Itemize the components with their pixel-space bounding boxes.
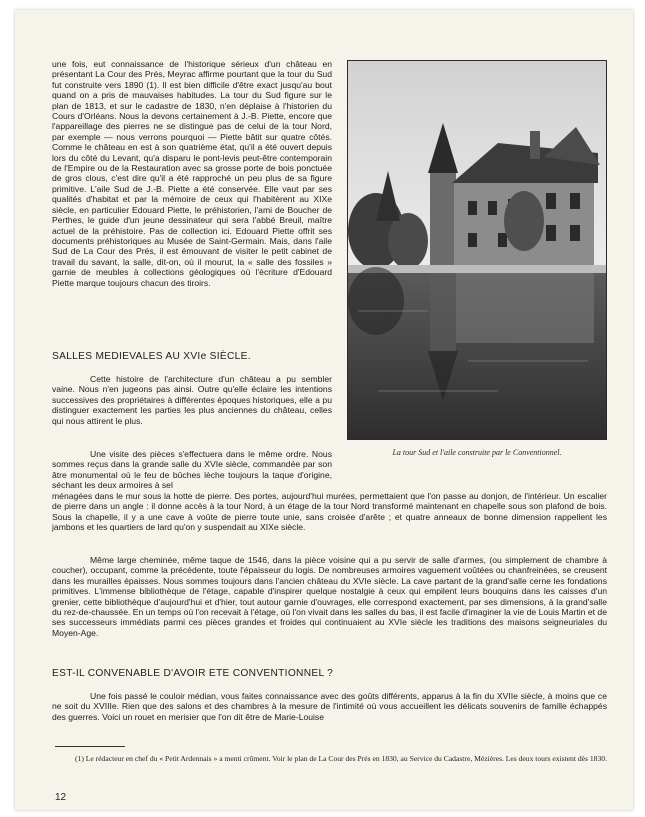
photo-caption: La tour Sud et l'aile construite par le Conventionnel.: [392, 448, 562, 457]
section1-paragraph-2a: Une visite des pièces s'effectuera dans le même ordre. Nous sommes reçus dans la grande salle du XVIe siècle, commandée par son âtre monumental où le feu de bûches lèche toujours la taque d'origine, séchant les deux armoires à sel: [52, 449, 332, 491]
section1-paragraph-1: Cette histoire de l'architecture d'un château a pu sembler vaine. Nous n'en jugeons pas ainsi. Outre qu'elle éclaire les intentions successives des propriétaires à différentes époques historiques, elle a pu distinguer exactement les parties les plus anciennes du château, celles qui nous attirent le plus.: [52, 374, 332, 426]
section2-paragraph-1: Une fois passé le couloir médian, vous faites connaissance avec des goûts différents, apparus à la fin du XVIIe siècle, à moins que ce ne soit du XVIIIe. Rien que des salons et des chambres à la mesure de l'intimité où vous accueillent les délicats souvenirs de famille échappés des guerres. Voici un rouet en merisier que l'on dit être de Marie-Louise: [52, 691, 607, 722]
page-number: 12: [55, 792, 67, 803]
column-paragraph: une fois, eut connaissance de l'historique sérieux d'un château en présentant La Cour des Prés, Meyrac affirme pourtant que la tour du Sud fut construite vers 1890 (1). Il est bien difficile d'être exact jusqu'au bout quand on a pris de mauvaises habitudes. La tour du Sud figure sur le plan de 1813, et sur le cadastre de 1830, n'en déplaise à l'historien du Cours d'Orléans. Nous la devons certainement à J.-B. Piette, encore que l'appareillage des pierres ne se distingue pas de celui de la tour Nord, par exemple — nous verrons pourquoi — Piette bâtit sur quatre côtés. Comme le château en est à son quatrième état, qu'il a été ouvert depuis lors du côté du Levant, qu'a disparu le pont-levis peut-être contemporain de l'Empire ou de la Restauration avec sa grosse porte de bois ponctuée de gros clous, c'est dire qu'il a été rapproché un peu plus de sa figure primitive. L'aile Sud de J.-B. Piette a été conservée. Elle vaut par ses qualités d'habitat et par la mémoire de ceux qui l'habitèrent au XIXe siècle, en particulier Edouard Piette, le préhistorien, l'ami de Boucher de Perthes, le guide d'un jeune dessinateur qui sera l'abbé Breuil, maître actuel de la préhistoire. Pas de collection ici. Edouard Piette offrit ses documents préhistoriques au Musée de Saint-Germain. Mais, dans l'aile Sud de La Cour des Prés, il est émouvant de visiter le petit cabinet de travail du savant, la salle, dit-on, où il mourut, la « salle des fossiles » garnie de meubles à collections géologiques où l'écriture d'Edouard Piette marque toujours chacun des tiroirs.: [52, 59, 332, 288]
footnote: (1) Le rédacteur en chef du « Petit Ardennais » a menti crûment. Voir le plan de La Cour des Prés en 1830, au Service du Cadastre, Mézières. Les deux tours existent dès 1830.: [75, 754, 607, 763]
footnote-separator: [55, 746, 125, 747]
chateau-photo: [347, 60, 607, 440]
section-heading-conventionnel: EST-IL CONVENABLE D'AVOIR ETE CONVENTIONNEL ?: [52, 668, 334, 679]
chateau-photo-image: [348, 61, 606, 439]
document-page: [15, 10, 633, 810]
section-heading-salles-medievales: SALLES MEDIEVALES AU XVIe SIÈCLE.: [52, 351, 251, 362]
section1-paragraph-3: Même large cheminée, même taque de 1546, dans la pièce voisine qui a pu servir de salle d'armes, (ou simplement de chambre à coucher), occupant, comme la précédente, toute l'épaisseur du logis. De nombreuses armoires vaguement voûtées ou chanfreinées, se creusent dans les murailles épaisses. Nous sommes toujours dans l'ancien château du XVIe siècle. La cave partant de la grand'salle cerne les fondations primitives. L'immense bibliothèque de l'étage, capable d'inspirer quelque nostalgie à ceux qui empilent leurs bouquins dans les caisses d'un grenier, cette bibliothèque d'aujourd'hui et d'hier, tout autour garnie d'ouvrages, elle correspond exactement, par ses dimensions, à la grand'salle du rez-de-chaussée. En un temps où l'on recevait à l'étage, où l'on vivait dans les salles du bas, il est facile d'imaginer la vie de Louis Martin et de ses successeurs immédiats parmi ces pièces grandes et froides qui continuaient au XVIe siècle les traditions des maisons seigneuriales du Moyen-Age.: [52, 555, 607, 638]
section1-paragraph-2b: ménagées dans le mur sous la hotte de pierre. Des portes, aujourd'hui murées, permettaient que l'on passe au donjon, de l'intérieur. Un escalier de pierre dans un angle : il donne accès à la tour Nord, à un étage de la tour Nord transformé maintenant en chapelle sous son plafond de bois. Sous la chapelle, il y a une cave à voûte de pierre toute unie, sans croisée d'arête ; et quatre anneaux de bonne dimension rappellent les jambons et les quartiers de lard qu'on y suspendait au XIXe siècle.: [52, 491, 607, 533]
